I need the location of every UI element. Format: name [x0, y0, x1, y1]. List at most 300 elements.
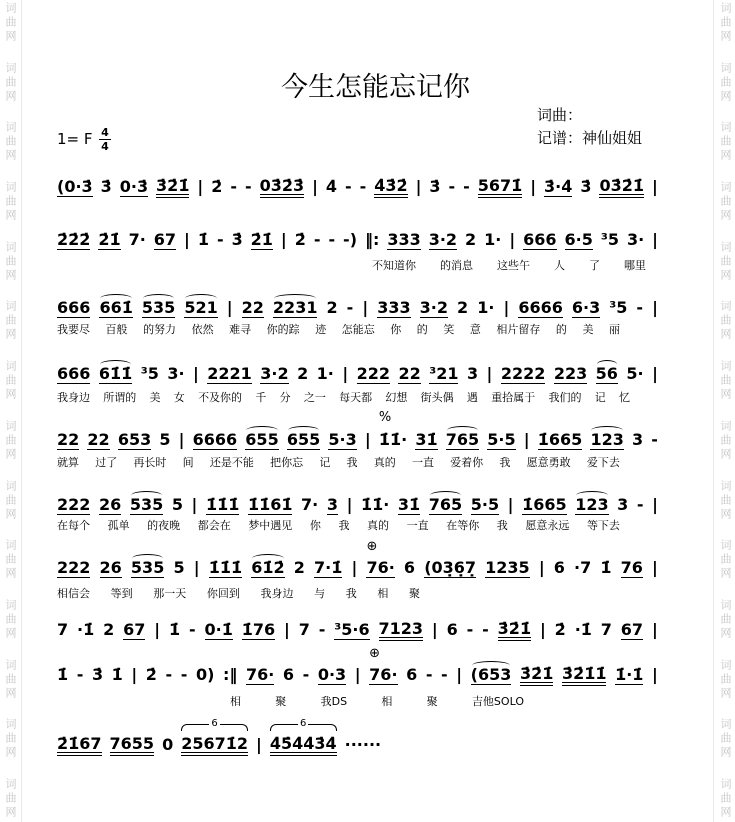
note-group: 1235 [485, 557, 530, 577]
lyric-word: 了 [589, 259, 600, 272]
note-group: 1̇1̇· % [378, 410, 408, 449]
note-group: 22 [57, 429, 80, 449]
hold-dash: - [216, 230, 224, 249]
bar-line: | [364, 430, 371, 449]
tuplet-bracket [181, 718, 248, 730]
note-group: 26 [98, 494, 122, 514]
note-group: 5· [626, 364, 644, 383]
note-group: 5671̇ [478, 177, 523, 198]
note-group: 67 [620, 619, 644, 639]
hold-dash: - [425, 665, 433, 684]
note-group: 7· [128, 230, 146, 249]
bar-line: | [507, 495, 514, 514]
note-group: 3̇ [100, 177, 112, 196]
lyric-word: 那一天 [153, 587, 187, 600]
left-margin-line [21, 0, 22, 822]
lyric-word: 人 [554, 259, 565, 272]
lyric-word: 我们的 [548, 391, 582, 404]
bar-line: | [354, 665, 361, 684]
lyric-word: 笑 [443, 323, 455, 336]
note-group: 2̇ [145, 665, 157, 684]
bar-line: | [652, 558, 658, 577]
note-group: 535 [129, 494, 164, 514]
lyric-word: 依然 [191, 323, 214, 336]
lyric-word: 我 [346, 456, 358, 469]
lyric-word: 我 [345, 587, 357, 600]
lyric-word: 每天都 [339, 391, 373, 404]
bar-line: | [415, 177, 422, 196]
note-group: 6·3 [571, 297, 601, 317]
note-group: 333 [387, 229, 421, 249]
note-group: 31̇ [415, 429, 438, 449]
watermark-text: 词曲网 [4, 539, 17, 582]
bar-line: | [456, 665, 463, 684]
lyric-word: 再长时 [133, 456, 167, 469]
lyric-word: 的 [555, 323, 567, 336]
bar-line: | [154, 620, 161, 639]
note-group: ·1̇ [77, 620, 95, 639]
note-group: 123 [590, 429, 624, 449]
note-group: 2 [103, 620, 115, 639]
note-group: 76 [620, 557, 643, 577]
lyric-word: 还是不能 [209, 456, 254, 469]
note-group: 3·2 [428, 229, 458, 249]
lyric-word: 爱下去 [586, 456, 620, 469]
lyric-word: 我 [499, 456, 511, 469]
lyricist-composer-credit: 词曲： [537, 106, 583, 124]
lyric-word: 你回到 [206, 587, 240, 600]
note-group: 2̇1̇ [250, 229, 273, 249]
hold-dash: - [165, 665, 173, 684]
watermark-text: 词曲网 [719, 658, 732, 701]
hold-dash: - [651, 430, 658, 449]
note-group: 1̇1̇61̇ [247, 494, 293, 514]
note-group: 1̇·1̇ [615, 664, 644, 684]
lyric-word: 分 [279, 391, 291, 404]
note-group: 3 [466, 364, 479, 383]
bar-line: | [652, 298, 658, 317]
note-group: 3̇ [91, 665, 104, 684]
left-watermark-strip [2, 2, 18, 820]
bar-line: | [191, 495, 198, 514]
note-group: 3̇2̇1̇1̇ [562, 665, 607, 686]
note-group: 5 [173, 558, 185, 577]
bar-line: | [131, 665, 138, 684]
tuplet-bracket [270, 718, 337, 730]
score-row-7 [57, 538, 658, 579]
watermark-text: 词曲网 [4, 479, 17, 522]
lyric-word: 等到 [110, 587, 133, 600]
note-group: 5·5 [470, 494, 500, 514]
lyric-word: 在等你 [446, 519, 480, 532]
note-group: 3̇2̇1̇ [520, 665, 553, 686]
note-group: 61̇1̇ [98, 363, 133, 383]
repeat-sign: ‖: [364, 230, 380, 249]
lyrics-row-3 [57, 323, 620, 337]
bar-line: | [351, 558, 358, 577]
note-group: 2 [293, 558, 305, 577]
lyric-word: 就算 [57, 456, 79, 469]
lyric-word: 记 [319, 456, 331, 469]
note-group: 6 [282, 665, 295, 684]
bar-line: | [280, 230, 287, 249]
lyric-word: 间 [182, 456, 194, 469]
note-group: 2 [465, 230, 477, 249]
watermark-text: 词曲网 [4, 777, 17, 820]
bar-line: | [431, 620, 438, 639]
hold-dash: - [346, 298, 354, 317]
lyric-word: 街头偶 [420, 391, 454, 404]
note-group: 3̇ [231, 230, 243, 249]
lyric-word: 千 [255, 391, 267, 404]
note-group: ³5 [600, 230, 619, 249]
note-group: 666 [523, 229, 557, 249]
note-group: 3̇·4̇ [544, 176, 573, 196]
lyric-word: 我DS [320, 695, 348, 708]
note-group: 5·3 [328, 429, 357, 449]
note-group: 56 [595, 363, 618, 383]
lyrics-row-9 [230, 695, 524, 709]
lyrics-row-6 [57, 519, 620, 533]
note-group: 1̇76 [241, 619, 276, 639]
note-group: 661̇ [99, 297, 133, 317]
note-group: 521 [184, 297, 218, 317]
lyric-word: 你 [309, 519, 321, 532]
note-group: 2̇ [294, 230, 306, 249]
note-group: 3·2 [260, 363, 289, 383]
lyric-word: 遇 [466, 391, 478, 404]
note-group: 222 [356, 363, 391, 383]
lyric-word: 相 [381, 695, 393, 708]
note-group: 0 [162, 735, 174, 754]
score-row-2 [57, 229, 658, 251]
song-title: 今生怎能忘记你 [281, 72, 470, 103]
note-group: ·7 [574, 558, 592, 577]
lyric-word: 幻想 [385, 391, 408, 404]
hold-dash: - [318, 620, 326, 639]
watermark-text: 词曲网 [719, 61, 732, 104]
watermark-text: 词曲网 [719, 598, 732, 641]
lyric-word: 我要尽 [57, 323, 90, 336]
note-group: 2 [457, 298, 469, 317]
hold-dash: - [180, 665, 188, 684]
note-group: 03̇2̇3̇ [260, 177, 305, 198]
note-group: 1̇1̇· [360, 495, 390, 514]
note-group: 3̇2̇1̇ [498, 620, 531, 641]
note-group: 2221 [207, 363, 252, 383]
watermark-text: 词曲网 [4, 121, 17, 164]
note-group: 0·1̇ [204, 619, 233, 639]
note-group: ³21 [429, 363, 459, 383]
bar-line: | [651, 665, 658, 684]
bar-line: | [523, 430, 530, 449]
note-group: 22 [87, 429, 110, 449]
lyrics-row-4 [57, 391, 630, 405]
note-group: 1̇ [197, 230, 209, 249]
note-group: 03̇2̇1̇ [599, 177, 644, 198]
note-group: 1̇1̇1̇ [205, 494, 240, 514]
lyric-word: 愿意勇敢 [526, 456, 571, 469]
hold-dash: - [244, 177, 252, 196]
lyric-word: 我身边 [260, 587, 294, 600]
note-group: (653 [470, 664, 512, 684]
note-group: 765 [445, 429, 480, 449]
note-group: 7655 [110, 735, 155, 756]
note-group: 333 [377, 297, 411, 317]
watermark-text: 词曲网 [4, 360, 17, 403]
lyric-word: 的消息 [440, 259, 473, 272]
note-group: 1̇ [168, 620, 181, 639]
note-group: (03̣6̣7̣ [424, 557, 477, 577]
bar-line: | [346, 495, 353, 514]
coda-mark: ⊕ [366, 538, 378, 554]
note-group: 26 [99, 557, 122, 577]
note-group: 4̇3̇2̇ [374, 177, 407, 198]
watermark-text: 词曲网 [4, 240, 17, 283]
lyric-word: 记 [594, 391, 606, 404]
bar-line: | [226, 298, 233, 317]
bar-line: | [184, 230, 190, 249]
lyric-word: 一直 [411, 456, 434, 469]
hold-dash: - [189, 620, 196, 639]
watermark-text: 词曲网 [719, 300, 732, 343]
note-group: 22 [398, 363, 421, 383]
note-group: 666 [57, 363, 91, 383]
hold-dash: - [76, 665, 84, 684]
continuation-dots: ······ [344, 735, 382, 754]
lyrics-row-2 [372, 259, 646, 273]
note-group: 6 [403, 558, 416, 577]
bar-line: | [652, 230, 658, 249]
note-group: 222 [57, 494, 91, 514]
score-row-4 [57, 363, 658, 385]
lyric-word: 过了 [95, 456, 118, 469]
note-group: 7 [57, 620, 69, 639]
lyrics-row-7 [57, 587, 420, 601]
bar-line: | [652, 364, 658, 383]
right-margin-line [713, 0, 714, 822]
watermark-text: 词曲网 [4, 300, 17, 343]
bar-line: | [312, 177, 318, 196]
score-row-6 [57, 494, 658, 516]
lyric-word: 把你忘 [270, 456, 304, 469]
note-group: 7123 [379, 620, 424, 641]
note-group: 1̇ [600, 558, 612, 577]
note-group: 2 [326, 298, 338, 317]
lyric-word: 哪里 [624, 259, 646, 272]
lyric-word: 真的 [367, 519, 390, 532]
watermark-text: 词曲网 [719, 777, 732, 820]
bar-line: | [538, 558, 545, 577]
lyric-word: 美 [149, 391, 161, 404]
note-group: 2̇1̇ [98, 229, 121, 249]
bar-line: | [284, 620, 290, 639]
watermark-text: 词曲网 [719, 240, 732, 283]
note-group: 765 [428, 494, 463, 514]
bar-line: | [652, 495, 658, 514]
bar-line: | [178, 430, 185, 449]
bar-line: | [486, 364, 493, 383]
note-group: 3·2 [419, 297, 448, 317]
note-group: 5 [171, 495, 183, 514]
note-group: 31̇ [397, 494, 421, 514]
lyric-word: 的 [416, 323, 428, 336]
note-group: ·1̇ [574, 620, 592, 639]
lyric-word: 意 [469, 323, 481, 336]
lyric-word: 女 [173, 391, 185, 404]
note-group: 223 [553, 363, 588, 383]
note-group: 76· ⊕ [366, 538, 395, 577]
bar-line: | [193, 558, 200, 577]
note-group: 76· ⊕ [369, 645, 398, 684]
bar-line: | [362, 298, 369, 317]
lyric-word: 爱着你 [450, 456, 484, 469]
note-group: 0) [195, 665, 215, 684]
note-group: 7 [298, 620, 310, 639]
note-group: 7· [301, 495, 319, 514]
lyric-word: 之一 [303, 391, 326, 404]
bar-line: | [651, 620, 658, 639]
watermark-text: 词曲网 [4, 598, 17, 641]
lyric-word: 的夜晚 [147, 519, 181, 532]
lyric-word: 重拾属于 [491, 391, 536, 404]
note-group: 2222 [500, 363, 546, 383]
lyric-word: 丽 [608, 323, 620, 336]
watermark-text: 词曲网 [719, 539, 732, 582]
watermark-text: 词曲网 [719, 2, 732, 44]
note-group: 3· [626, 230, 645, 249]
watermark-text: 词曲网 [4, 718, 17, 761]
note-group: 61̇2̇ [251, 557, 285, 577]
coda-mark: ⊕ [369, 645, 381, 661]
note-group: 0·3̇ [119, 176, 149, 196]
note-group: 6666 [518, 297, 563, 317]
note-group: 655 [286, 429, 321, 449]
tuplet-number: 6 [300, 717, 307, 729]
bar-line: | [509, 230, 516, 249]
note-group: 3 [631, 430, 644, 449]
note-group: 5 [159, 430, 171, 449]
bar-line: | [256, 735, 262, 754]
note-group: 5·5 [487, 429, 516, 449]
time-signature-top: 4 [99, 127, 111, 140]
lyric-word: 迹 [315, 323, 327, 336]
lyric-word: 所谓的 [103, 391, 137, 404]
watermark-text: 词曲网 [719, 360, 732, 403]
time-signature-bottom: 4 [101, 140, 109, 153]
lyric-word: 不知道你 [372, 259, 416, 272]
lyric-word: 愿意永远 [525, 519, 570, 532]
lyric-word: 美 [582, 323, 594, 336]
lyric-word: 你 [390, 323, 402, 336]
note-group: 25671̇2 6 [181, 735, 248, 756]
note-group: 535 [130, 557, 165, 577]
note-group: 1̇665 [522, 494, 567, 514]
lyric-word: 相信会 [57, 587, 90, 600]
lyric-word: 在每个 [57, 519, 90, 532]
note-group: 0·3 [317, 664, 347, 684]
note-group: 666 [57, 297, 91, 317]
lyric-word: 孤单 [107, 519, 130, 532]
lyrics-row-5 [57, 456, 620, 470]
note-group: ³5·6 [334, 619, 370, 639]
segno-mark: % [378, 410, 392, 425]
note-group: 6 [406, 665, 418, 684]
lyric-word: 你的踪 [266, 323, 300, 336]
lyric-word: 真的 [373, 456, 396, 469]
note-group: 67 [123, 619, 146, 639]
watermark-text: 词曲网 [719, 718, 732, 761]
lyric-word: 与 [314, 587, 326, 600]
note-group: 3̇ [429, 177, 441, 196]
hold-dash: - [313, 230, 321, 249]
hold-dash: - [302, 665, 310, 684]
note-group: 3̇2̇1̇ [156, 177, 189, 198]
note-group: 6 [446, 620, 458, 639]
lyric-word: 怎能忘 [341, 323, 375, 336]
note-group: 6·5 [564, 229, 593, 249]
lyric-word: 我 [496, 519, 508, 532]
lyric-word: 聚 [426, 695, 438, 708]
hold-dash: - [441, 665, 448, 684]
lyric-word: 聚 [409, 587, 420, 600]
repeat-sign: :‖ [222, 665, 238, 684]
note-group: 76· [245, 664, 275, 684]
note-group: 2231 [272, 297, 318, 317]
note-group: 3̇ [580, 177, 592, 196]
note-group: 2 [297, 364, 309, 383]
hold-dash: - [636, 495, 644, 514]
note-group: 67 [153, 229, 177, 249]
watermark-text: 词曲网 [719, 121, 732, 164]
note-group: 3· [167, 364, 185, 383]
lyric-word: 一直 [406, 519, 429, 532]
note-group: 1̇665 [537, 429, 583, 449]
note-group: 2̇ [554, 620, 566, 639]
tuplet-number: 6 [211, 717, 218, 729]
hold-dash: - [636, 298, 644, 317]
note-group: 2̇1̇67 [57, 735, 102, 756]
note-group: ³5 [609, 298, 628, 317]
hold-dash: - [463, 177, 470, 196]
score-row-5 [57, 410, 658, 451]
watermark-text: 词曲网 [719, 479, 732, 522]
bar-line: | [197, 177, 204, 196]
key-signature: 1= F [57, 130, 93, 148]
note-group: 7·1̇ [314, 557, 343, 577]
bar-line: | [342, 364, 349, 383]
note-group: 653 [117, 429, 152, 449]
score-row-9 [57, 645, 658, 686]
transcriber-credit: 记谱：神仙姐姐 [537, 129, 643, 147]
hold-dash: - [230, 177, 237, 196]
lyric-word: 相 [230, 695, 241, 708]
watermark-text: 词曲网 [4, 181, 17, 224]
note-group: (0·3̇ [57, 176, 93, 196]
note-group: 1̇ [57, 665, 69, 684]
note-group: 222 [57, 557, 91, 577]
lyric-word: 等下去 [586, 519, 620, 532]
hold-dash: - [482, 620, 489, 639]
lyric-word: 聚 [275, 695, 287, 708]
note-group: 2̇ [211, 177, 223, 196]
note-group: 1· [477, 298, 495, 317]
bar-line: | [192, 364, 199, 383]
note-group: 6666 [192, 429, 238, 449]
lyric-word: 相 [377, 587, 389, 600]
bar-line: | [651, 177, 658, 196]
lyric-word: 我 [338, 519, 350, 532]
